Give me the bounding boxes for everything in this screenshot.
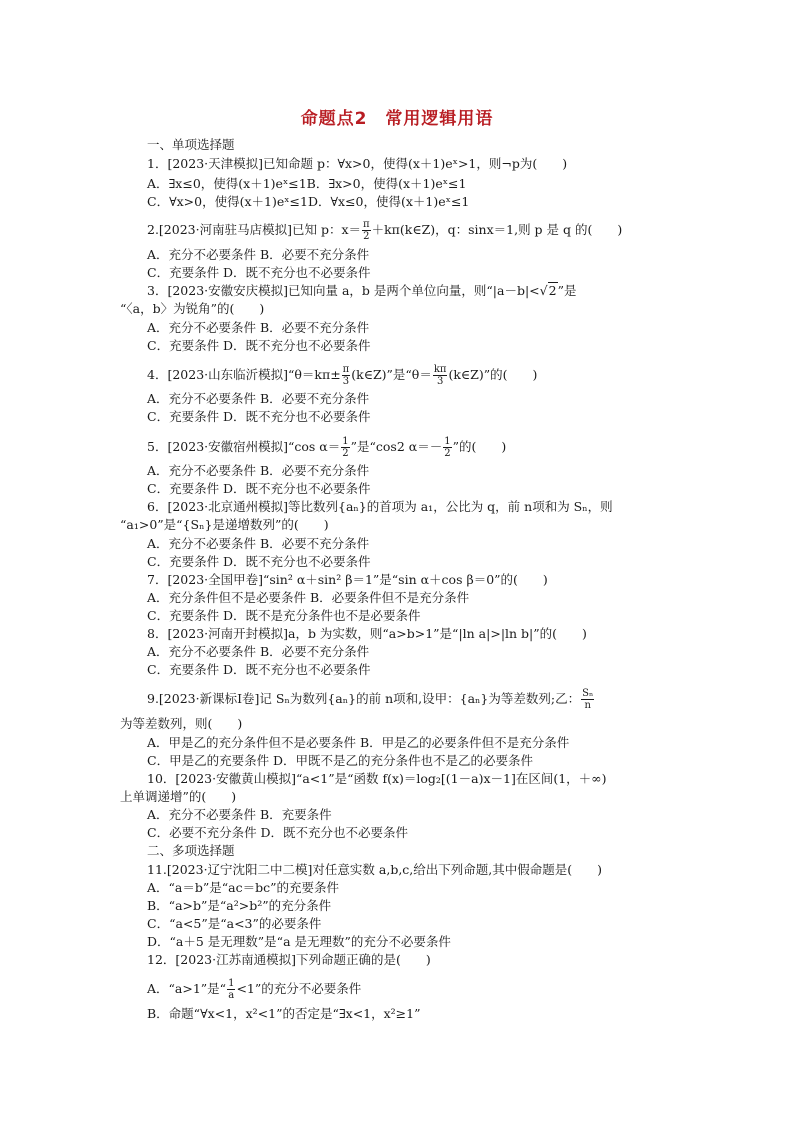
question-3-stem-line1: 3．[2023·安徽安庆模拟]已知向量 a，b 是两个单位向量，则“|a－b|<√2”是 — [147, 283, 577, 298]
q4-frac1-den: 3 — [342, 376, 350, 387]
q3-text-post: ”是 — [557, 283, 577, 298]
question-6-stem-line2: “a₁>0”是“{Sₙ}是递增数列”的( ) — [120, 517, 329, 532]
question-12-option-a — [147, 978, 361, 1001]
question-8-options-cd: C．充要条件 D．既不充分也不必要条件 — [147, 662, 371, 677]
question-8-options-ab: A．充分不必要条件 B．必要不充分条件 — [147, 644, 370, 659]
q9-fraction — [581, 688, 594, 711]
q2-fraction — [362, 219, 371, 242]
q12-a-text-pre: A．“a>1”是“ — [147, 981, 227, 996]
q4-frac1-num: π — [342, 364, 350, 375]
q9-text-pre: 9.[2023·新课标Ⅰ卷]记 Sₙ为数列{aₙ}的前 n项和,设甲：{aₙ}为等差数列;乙： — [147, 691, 581, 706]
question-3-options-cd: C．充要条件 D．既不充分也不必要条件 — [147, 338, 371, 353]
q12-a-frac-num: 1 — [228, 978, 235, 989]
q4-text-mid: (k∈Z)”是“θ＝ — [351, 367, 432, 382]
question-11-option-c: C．“a<5”是“a<3”的必要条件 — [147, 916, 322, 931]
question-7-options-ab: A．充分条件但不是必要条件 B．必要条件但不是充分条件 — [147, 590, 470, 605]
q4-fraction-1 — [342, 364, 351, 387]
question-5-stem — [147, 436, 506, 459]
question-1-stem: 1．[2023·天津模拟]已知命题 p：∀x>0，使得(x＋1)eˣ>1，则¬p为( ) — [147, 156, 568, 171]
question-1-options-cd: C．∀x>0，使得(x＋1)eˣ≤1D．∀x≤0，使得(x＋1)eˣ≤1 — [147, 194, 470, 209]
question-11-option-b: B．“a>b”是“a²>b²”的充分条件 — [147, 898, 332, 913]
q5-frac1-den: 2 — [342, 448, 349, 459]
q4-fraction-2 — [433, 364, 448, 387]
question-11-option-d: D．“a＋5 是无理数”是“a 是无理数”的充分不必要条件 — [147, 934, 451, 949]
question-6-stem-line1: 6．[2023·北京通州模拟]等比数列{aₙ}的首项为 a₁，公比为 q，前 n项和为 Sₙ，则 — [147, 499, 613, 514]
question-12-option-b: B．命题“∀x<1，x²<1”的否定是“∃x<1，x²≥1” — [147, 1006, 421, 1021]
question-6-options-ab: A．充分不必要条件 B．必要不充分条件 — [147, 536, 370, 551]
question-4-options-ab: A．充分不必要条件 B．必要不充分条件 — [147, 391, 370, 406]
question-2-options-cd: C．充要条件 D．既不充分也不必要条件 — [147, 265, 371, 280]
question-8-stem: 8．[2023·河南开封模拟]a，b 为实数，则“a>b>1”是“|ln a|>|ln b|”的( ) — [147, 626, 587, 641]
question-10-stem-line1: 10．[2023·安徽黄山模拟]“a<1”是“函数 f(x)＝log₂[(1－a)x－1]在区间(1，＋∞) — [147, 771, 607, 786]
q5-fraction-2 — [443, 436, 451, 459]
q12-a-frac-den: a — [228, 990, 235, 1001]
q12-a-text-post: <1”的充分不必要条件 — [236, 981, 362, 996]
q9-frac-num: Sₙ — [582, 688, 594, 699]
question-3-options-ab: A．充分不必要条件 B．必要不充分条件 — [147, 320, 370, 335]
question-12-stem: 12．[2023·江苏南通模拟]下列命题正确的是( ) — [147, 952, 431, 967]
question-1-options-ab: A．∃x≤0，使得(x＋1)eˣ≤1B．∃x>0，使得(x＋1)eˣ≤1 — [147, 176, 467, 191]
question-2-stem — [147, 219, 622, 242]
question-11-option-a: A．“a＝b”是“ac＝bc”的充要条件 — [147, 880, 339, 895]
q2-text-pre: 2.[2023·河南驻马店模拟]已知 p：x＝ — [147, 222, 361, 237]
question-9-stem-line1 — [147, 688, 595, 711]
q5-frac1-num: 1 — [342, 436, 349, 447]
section-heading-single: 一、单项选择题 — [147, 137, 235, 152]
q2-frac-den: 2 — [363, 231, 370, 242]
question-6-options-cd: C．充要条件 D．既不充分也不必要条件 — [147, 554, 371, 569]
q2-frac-num: π — [363, 219, 370, 230]
question-9-options-ab: A．甲是乙的充分条件但不是必要条件 B．甲是乙的必要条件但不是充分条件 — [147, 735, 570, 750]
question-10-stem-line2: 上单调递增”的( ) — [120, 789, 237, 804]
q5-text-pre: 5．[2023·安徽宿州模拟]“cos α＝ — [147, 439, 341, 454]
question-9-stem-line2: 为等差数列，则( ) — [120, 716, 243, 731]
section-heading-multiple: 二、多项选择题 — [147, 843, 235, 858]
q4-text-pre: 4．[2023·山东临沂模拟]“θ＝kπ± — [147, 367, 341, 382]
question-3-stem-line2: “〈a，b〉为锐角”的( ) — [120, 301, 265, 316]
question-5-options-ab: A．充分不必要条件 B．必要不充分条件 — [147, 463, 370, 478]
q12-a-fraction — [227, 978, 235, 1001]
q5-frac2-num: 1 — [444, 436, 451, 447]
question-9-options-cd: C．甲是乙的充要条件 D．甲既不是乙的充分条件也不是乙的必要条件 — [147, 753, 534, 768]
q5-fraction-1 — [341, 436, 349, 459]
question-4-stem — [147, 364, 537, 387]
question-7-options-cd: C．充要条件 D．既不是充分条件也不是必要条件 — [147, 608, 421, 623]
question-7-stem: 7．[2023·全国甲卷]“sin² α＋sin² β＝1”是“sin α＋cos β＝0”的( ) — [147, 572, 548, 587]
question-4-options-cd: C．充要条件 D．既不充分也不必要条件 — [147, 409, 371, 424]
q5-text-post: ”的( ) — [452, 439, 507, 454]
q4-text-post: (k∈Z)”的( ) — [448, 367, 538, 382]
q4-frac2-num: kπ — [433, 364, 447, 375]
question-10-options-ab: A．充分不必要条件 B．充要条件 — [147, 807, 332, 822]
question-11-stem: 11.[2023·辽宁沈阳二中二模]对任意实数 a,b,c,给出下列命题,其中假命题是( ) — [147, 862, 602, 877]
question-5-options-cd: C．充要条件 D．既不充分也不必要条件 — [147, 481, 371, 496]
q3-text-pre: 3．[2023·安徽安庆模拟]已知向量 a，b 是两个单位向量，则“|a－b|< — [147, 283, 540, 298]
question-2-options-ab: A．充分不必要条件 B．必要不充分条件 — [147, 247, 370, 262]
q9-frac-den: n — [584, 700, 591, 711]
question-10-options-cd: C．必要不充分条件 D．既不充分也不必要条件 — [147, 825, 409, 840]
q2-text-post: ＋kπ(k∈Z)，q：sinx＝1,则 p 是 q 的( ) — [371, 222, 623, 237]
page-title: 命题点2 常用逻辑用语 — [300, 109, 494, 129]
q5-text-mid: ”是“cos2 α＝－ — [350, 439, 443, 454]
q3-root: 2 — [548, 283, 557, 298]
q4-frac2-den: 3 — [436, 376, 444, 387]
q5-frac2-den: 2 — [444, 448, 451, 459]
